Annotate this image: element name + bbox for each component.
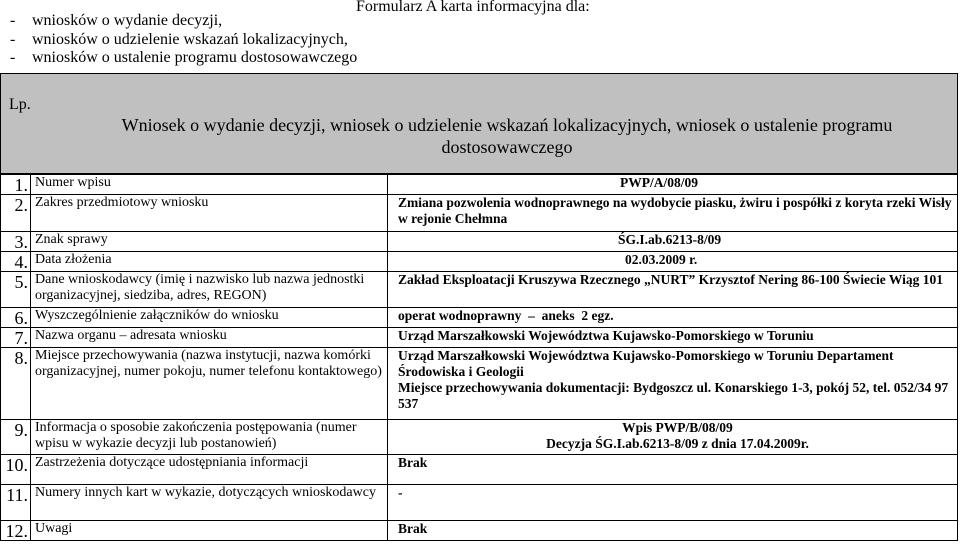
row-number: 8.	[1, 348, 31, 420]
table-row	[1, 485, 958, 521]
row-number: 5.	[1, 272, 31, 308]
row-value: Urząd Marszałkowski Województwa Kujawsko-Pomorskiego w Toruniu Departament Środowiska i Geologii Miejsce przechowywania dokumentacji: Bydgoszcz ul. Konarskiego 1-3, pokój 52, tel. 052/34 97 537	[388, 348, 958, 420]
table-row	[1, 272, 958, 308]
row-label: Znak sprawy	[31, 232, 388, 252]
row-value: Brak	[388, 455, 958, 485]
table-row	[1, 308, 958, 328]
row-label: Miejsce przechowywania (nazwa instytucji, nazwa komórki organizacyjnej, numer pokoju, numer telefonu kontaktowego)	[31, 348, 388, 420]
table-row	[1, 521, 958, 541]
header-title: Wniosek o wydanie decyzji, wniosek o udzielenie wskazań lokalizacyjnych, wniosek o ustalenie programu dostosowawczego	[121, 115, 893, 157]
table-row	[1, 232, 958, 252]
form-type-list	[10, 12, 357, 68]
row-number: 10.	[1, 455, 31, 485]
row-label: Uwagi	[31, 521, 388, 541]
row-label: Zakres przedmiotowy wniosku	[31, 195, 388, 232]
form-type-option: - wniosków o wydanie decyzji,	[10, 12, 223, 29]
row-number: 2.	[1, 195, 31, 232]
table-row	[1, 252, 958, 272]
table-row	[1, 175, 958, 195]
row-value: ŚG.I.ab.6213-8/09	[388, 232, 958, 252]
table-header	[0, 73, 958, 174]
form-type-option: - wniosków o ustalenie programu dostosowawczego	[10, 49, 358, 66]
row-label: Zastrzeżenia dotyczące udostępniania informacji	[31, 455, 388, 485]
row-value: Urząd Marszałkowski Województwa Kujawsko-Pomorskiego w Toruniu	[388, 328, 958, 348]
row-value: Zmiana pozwolenia wodnoprawnego na wydobycie piasku, żwiru i pospółki z koryta rzeki Wisły w rejonie Chełmna	[388, 195, 958, 232]
lp-header: Lp.	[9, 96, 31, 113]
form-type-option: - wniosków o udzielenie wskazań lokalizacyjnych,	[10, 30, 348, 48]
row-value: 02.03.2009 r.	[388, 252, 958, 272]
row-label: Data złożenia	[31, 252, 388, 272]
row-value: -	[388, 485, 958, 521]
row-label: Wyszczególnienie załączników do wniosku	[31, 308, 388, 328]
row-number: 3.	[1, 232, 31, 252]
row-value: PWP/A/08/09	[388, 175, 958, 195]
row-label: Nazwa organu – adresata wniosku	[31, 328, 388, 348]
row-label: Informacja o sposobie zakończenia postępowania (numer wpisu w wykazie decyzji lub postanowień)	[31, 420, 388, 455]
row-label: Numer wpisu	[31, 175, 388, 195]
row-number: 9.	[1, 420, 31, 455]
row-label: Dane wnioskodawcy (imię i nazwisko lub nazwa jednostki organizacyjnej, siedziba, adres, REGON)	[31, 272, 388, 308]
table-row	[1, 420, 958, 455]
row-label: Numery innych kart w wykazie, dotyczących wnioskodawcy	[31, 485, 388, 521]
row-number: 1.	[1, 175, 31, 195]
row-value: Zakład Eksploatacji Kruszywa Rzecznego „NURT” Krzysztof Nering 86-100 Świecie Wiąg 101	[388, 272, 958, 308]
table-row	[1, 348, 958, 420]
table-row	[1, 195, 958, 232]
info-table	[0, 174, 958, 541]
form-title: Formularz A karta informacyjna dla:	[356, 0, 590, 15]
row-value: operat wodnoprawny – aneks 2 egz.	[388, 308, 958, 328]
row-value: Wpis PWP/B/08/09 Decyzja ŚG.I.ab.6213-8/09 z dnia 17.04.2009r.	[388, 420, 958, 455]
form-heading	[0, 0, 960, 73]
row-value: Brak	[388, 521, 958, 541]
row-number: 6.	[1, 308, 31, 328]
row-number: 7.	[1, 328, 31, 348]
row-number: 4.	[1, 252, 31, 272]
row-number: 12.	[1, 521, 31, 541]
table-row	[1, 328, 958, 348]
row-number: 11.	[1, 485, 31, 521]
table-row	[1, 455, 958, 485]
